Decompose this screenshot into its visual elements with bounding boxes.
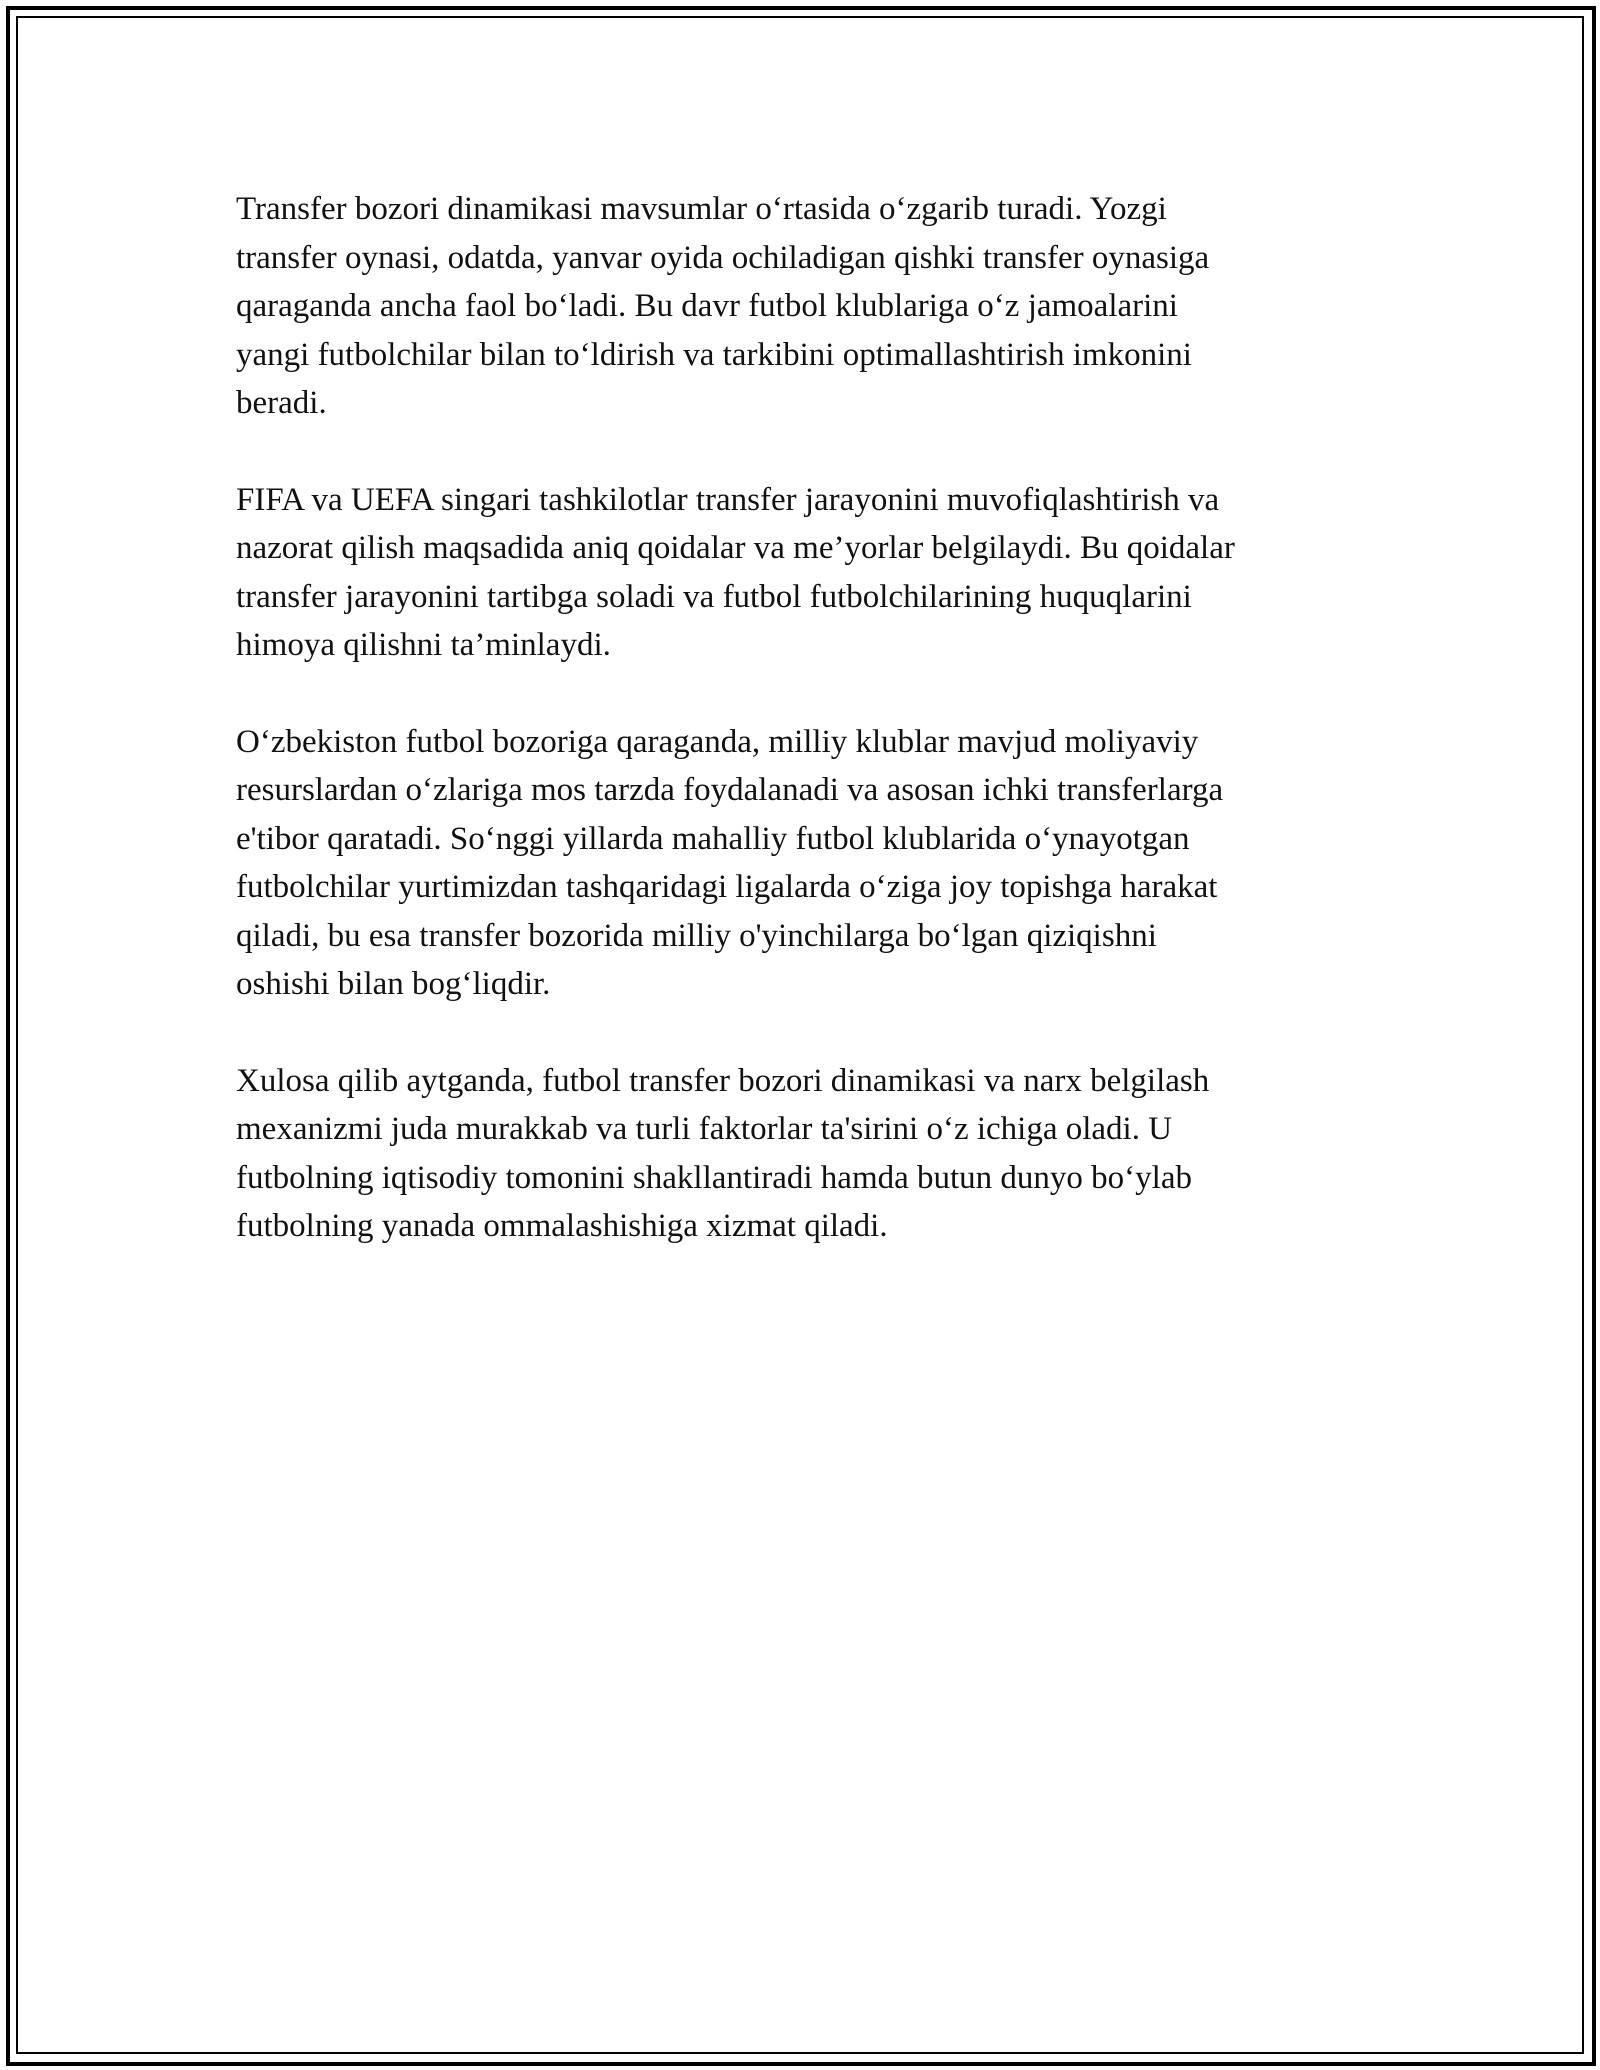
- paragraph-conclusion: Xulosa qilib aytganda, futbol transfer bozori dinamikasi va narx belgilash mexanizmi juda murakkab va turli faktorlar ta'sirini oʻz ichiga oladi. U futbolning iqtisodiy tomonini shakllantiradi hamda butun dunyo boʻylab futbolning yanada ommalashishiga xizmat qiladi.: [236, 1062, 1210, 1244]
- paragraph-fifa-uefa-rules: FIFA va UEFA singari tashkilotlar transfer jarayonini muvofiqlashtirish va nazorat qilish maqsadida aniq qoidalar va me’yorlar belgilaydi. Bu qoidalar transfer jarayonini tartibga soladi va futbol futbolchilarining huquqlarini himoya qilishni ta’minlaydi.: [236, 481, 1235, 663]
- paragraph-transfer-dynamics: Transfer bozori dinamikasi mavsumlar oʻrtasida oʻzgarib turadi. Yozgi transfer oynasi, odatda, yanvar oyida ochiladigan qishki transfer oynasiga qaraganda ancha faol boʻladi. Bu davr futbol klublariga oʻz jamoalarini yangi futbolchilar bilan toʻldirish va tarkibini optimallashtirish imkonini beradi.: [236, 191, 1210, 421]
- paragraph-uzbekistan-market: Oʻzbekiston futbol bozoriga qaraganda, milliy klublar mavjud moliyaviy resurslardan oʻzlariga mos tarzda foydalanadi va asosan ichki transferlarga e'tibor qaratadi. Soʻnggi yillarda mahalliy futbol klublarida oʻynayotgan futbolchilar yurtimizdan tashqaridagi ligalarda oʻziga joy topishga harakat qiladi, bu esa transfer bozorida milliy o'yinchilarga boʻlgan qiziqishni oshishi bilan bogʻliqdir.: [236, 723, 1224, 1002]
- document-body: [236, 185, 1356, 1299]
